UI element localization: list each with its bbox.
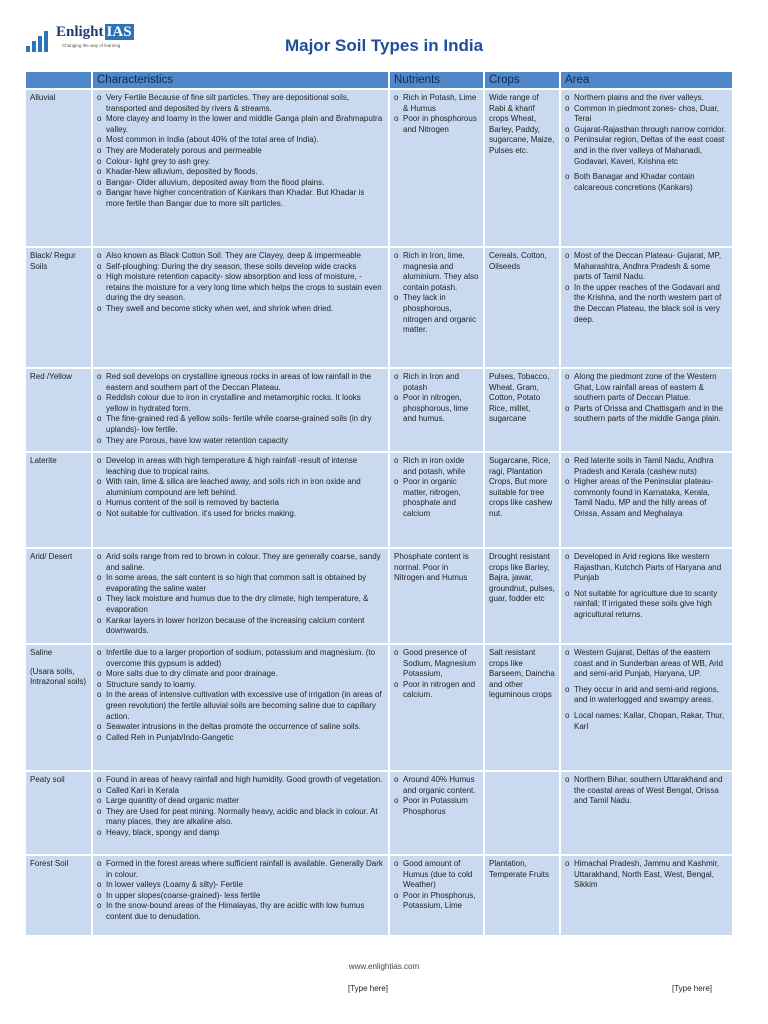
nutrients-cell bbox=[389, 89, 484, 247]
bullet-item: o Poor in nitrogen and calcium. bbox=[394, 680, 479, 701]
bullet-list bbox=[394, 648, 479, 701]
bullet-list bbox=[97, 93, 384, 210]
nutrients-cell bbox=[389, 548, 484, 644]
bullet-item: o Arid soils range from red to brown in colour. They are generally coarse, sandy and saline. bbox=[97, 552, 384, 573]
bullet-item: o More salts due to dry climate and poor drainage. bbox=[97, 669, 384, 680]
area-cell bbox=[560, 548, 732, 644]
table-header-row bbox=[26, 72, 732, 89]
area-cell bbox=[560, 368, 732, 452]
bullet-item: o Poor in Phosphorus, Potassium, Lime bbox=[394, 891, 479, 912]
bullet-item: o Called Reh in Punjab/Indo-Gangetic bbox=[97, 733, 384, 744]
bullet-item: o Formed in the forest areas where sufficient rainfall is available. Generally Dark in colour. bbox=[97, 859, 384, 880]
bullet-item: o Parts of Orissa and Chattisgarh and in the southern parts of the middle Ganga plain. bbox=[565, 404, 728, 425]
bullet-item: o Gujarat-Rajasthan through narrow corridor. bbox=[565, 125, 728, 136]
bullet-item: o Called Kari in Kerala bbox=[97, 786, 384, 797]
area-cell bbox=[560, 452, 732, 548]
bullet-list bbox=[97, 859, 384, 923]
soil-type-name: Peaty soil bbox=[30, 775, 65, 784]
column-header bbox=[26, 72, 92, 89]
table-row bbox=[26, 855, 732, 935]
area-cell bbox=[560, 89, 732, 247]
crops-cell: Pulses, Tobacco, Wheat, Gram, Cotton, Potato Rice, millet, sugarcane bbox=[484, 368, 560, 452]
characteristics-cell bbox=[92, 771, 389, 855]
bullet-item: o They are Moderately porous and permeable bbox=[97, 146, 384, 157]
column-header: Characteristics bbox=[92, 72, 389, 89]
nutrients-text: Phosphate content is normal. Poor in Nitrogen and Humus bbox=[394, 552, 469, 583]
bullet-item: o Reddish colour due to iron in crystalline and metamorphic rocks. It looks yellow in hydrated form. bbox=[97, 393, 384, 414]
bullet-item: o They swell and become sticky when wet, and shrink when dried. bbox=[97, 304, 384, 315]
bullet-item: o Red laterite soils in Tamil Nadu, Andhra Pradesh and Kerala (cashew nuts) bbox=[565, 456, 728, 477]
nutrients-cell bbox=[389, 771, 484, 855]
footer-placeholder-right: [Type here] bbox=[672, 984, 713, 993]
soil-type-name: Alluvial bbox=[30, 93, 56, 102]
soil-type-name: Red /Yellow bbox=[30, 372, 72, 381]
bullet-list bbox=[394, 456, 479, 520]
bullet-list bbox=[394, 859, 479, 912]
bullet-item: o In the areas of intensive cultivation with excessive use of irrigation (in areas of green revolution) the fertile alluvial soils are becoming saline due to capillary action. bbox=[97, 690, 384, 722]
logo-tagline: Changing the way of learning bbox=[62, 43, 121, 48]
bullet-item: o Both Banagar and Khadar contain calcareous concretions (Kankars) bbox=[565, 172, 728, 193]
bullet-item: o Infertile due to a larger proportion of sodium, potassium and magnesium. (to overcome this gypsum is added) bbox=[97, 648, 384, 669]
bullet-item: o Not suitable for cultivation. it's used for bricks making. bbox=[97, 509, 384, 520]
bullet-list bbox=[565, 372, 728, 425]
bullet-item: o In the upper reaches of the Godavari and the Krishna, and the north western part of the Deccan Plateau, the black soil is very deep. bbox=[565, 283, 728, 325]
bullet-list bbox=[97, 456, 384, 520]
footer-placeholder-left: [Type here] bbox=[348, 984, 389, 993]
soil-type-name: Laterite bbox=[30, 456, 57, 465]
bullet-item: o Poor in Potassium Phosphorus bbox=[394, 796, 479, 817]
bullet-item: o In upper slopes(coarse-grained)- less fertile bbox=[97, 891, 384, 902]
bullet-item: o Poor in phosphorous and Nitrogen bbox=[394, 114, 479, 135]
characteristics-cell bbox=[92, 368, 389, 452]
nutrients-cell bbox=[389, 452, 484, 548]
characteristics-cell bbox=[92, 452, 389, 548]
table-row bbox=[26, 452, 732, 548]
bullet-item: o Humus content of the soil is removed by bacteria bbox=[97, 498, 384, 509]
soil-type-cell bbox=[26, 247, 92, 368]
soil-type-cell bbox=[26, 368, 92, 452]
soil-type-name: Black/ Regur Soils bbox=[30, 251, 76, 271]
bullet-list bbox=[565, 93, 728, 193]
area-cell bbox=[560, 771, 732, 855]
table-row bbox=[26, 644, 732, 771]
soil-type-cell bbox=[26, 89, 92, 247]
bullet-list bbox=[565, 251, 728, 325]
bullet-item: o Rich in Iron, lime, magnesia and aluminium. They also contain potash. bbox=[394, 251, 479, 293]
bullet-list bbox=[565, 775, 728, 807]
soil-type-name: Arid/ Desert bbox=[30, 552, 73, 561]
bullet-item: o Colour- light grey to ash grey. bbox=[97, 157, 384, 168]
bullet-item: o High moisture retention capacity- slow absorption and loss of moisture, - retains the moisture for a very long time which helps the crops to sustain even during the dry season. bbox=[97, 272, 384, 304]
soil-type-name: Forest Soil bbox=[30, 859, 69, 868]
footer-url: www.enlightias.com bbox=[348, 962, 420, 971]
crops-cell: Salt resistant crops like Barseem, Daincha and other leguminous crops bbox=[484, 644, 560, 771]
bullet-item: o Red soil develops on crystalline igneous rocks in areas of low rainfall in the eastern and southern part of the Deccan Plateau. bbox=[97, 372, 384, 393]
bullet-item: o Local names: Kallar, Chopan, Rakar, Thur, Karl bbox=[565, 711, 728, 732]
bullet-item: o Northern plains and the river valleys. bbox=[565, 93, 728, 104]
bullet-list bbox=[394, 775, 479, 817]
crops-cell: Drought resistant crops like Barley, Bajra, jawar, groundnut, pulses, guar, fodder etc bbox=[484, 548, 560, 644]
column-header: Area bbox=[560, 72, 732, 89]
soil-type-cell bbox=[26, 855, 92, 935]
crops-cell: Sugarcane, Rice, ragi, Plantation Crops, But more suitable for tree crops like cashew nut. bbox=[484, 452, 560, 548]
column-header: Crops bbox=[484, 72, 560, 89]
bullet-item: o They are Used for peat mining. Normally heavy, acidic and black in colour. At many places, they are alkaline also. bbox=[97, 807, 384, 828]
bullet-list bbox=[97, 552, 384, 637]
bullet-item: o Rich in iron oxide and potash, while bbox=[394, 456, 479, 477]
bullet-item: o Bangar- Older alluvium, deposited away from the flood plains. bbox=[97, 178, 384, 189]
nutrients-cell bbox=[389, 855, 484, 935]
characteristics-cell bbox=[92, 644, 389, 771]
crops-cell bbox=[484, 771, 560, 855]
bullet-item: o Not suitable for agriculture due to scanty rainfall; If irrigated these soils give high agricultural returns. bbox=[565, 589, 728, 621]
bullet-item: o Seawater intrusions in the deltas promote the occurrence of saline soils. bbox=[97, 722, 384, 733]
bullet-item: o With rain, lime & silica are leached away, and soils rich in iron oxide and aluminium compound are left behind. bbox=[97, 477, 384, 498]
soil-type-cell bbox=[26, 644, 92, 771]
bullet-item: o Structure sandy to loamy. bbox=[97, 680, 384, 691]
bullet-item: o Also known as Black Cotton Soil. They are Clayey, deep & impermeable bbox=[97, 251, 384, 262]
bullet-item: o Good amount of Humus (due to cold Weather) bbox=[394, 859, 479, 891]
characteristics-cell bbox=[92, 247, 389, 368]
bullet-item: o Bangar have higher concentration of Kankars than Khadar. But Khadar is more fertile than Bangar due to more silt particles. bbox=[97, 188, 384, 209]
bullet-item: o In some areas, the salt content is so high that common salt is obtained by evaporating the saline water bbox=[97, 573, 384, 594]
bullet-item: o Peninsular region, Deltas of the east coast and in the river valleys of Mahanadi, Godavari, Kaveri, Krishna etc bbox=[565, 135, 728, 167]
bullet-item: o Self-ploughing: During the dry season, these soils develop wide cracks bbox=[97, 262, 384, 273]
bullet-item: o In lower valleys (Loamy & silty)- Fertile bbox=[97, 880, 384, 891]
bullet-item: o In the snow-bound areas of the Himalayas, thy are acidic with low humus content due to denudation. bbox=[97, 901, 384, 922]
logo-text: Enlight IAS bbox=[56, 24, 132, 40]
crops-cell: Cereals, Cotton, Oilseeds bbox=[484, 247, 560, 368]
bullet-item: o More clayey and loamy in the lower and middle Ganga plain and Brahmaputra valley. bbox=[97, 114, 384, 135]
bullet-item: o Rich in Iron and potash bbox=[394, 372, 479, 393]
bullet-item: o They lack in phosphorous, nitrogen and organic matter. bbox=[394, 293, 479, 335]
bullet-list bbox=[97, 648, 384, 743]
bullet-item: o Develop in areas with high temperature & high rainfall -result of intense leaching due to tropical rains. bbox=[97, 456, 384, 477]
crops-cell: Plantation, Temperate Fruits bbox=[484, 855, 560, 935]
column-header: Nutrients bbox=[389, 72, 484, 89]
bullet-item: o Around 40% Humus and organic content. bbox=[394, 775, 479, 796]
bullet-item: o The fine-grained red & yellow soils- fertile while coarse-grained soils (in dry uplands)- low fertile. bbox=[97, 414, 384, 435]
soil-types-table bbox=[26, 72, 732, 935]
bullet-item: o Kankar layers in lower horizon because of the increasing calcium content downwards. bbox=[97, 616, 384, 637]
bullet-list bbox=[97, 251, 384, 315]
soil-type-cell bbox=[26, 548, 92, 644]
page-title: Major Soil Types in India bbox=[284, 36, 484, 55]
bullet-list bbox=[565, 859, 728, 891]
bullet-item: o Most of the Deccan Plateau- Gujarat, MP, Maharashtra, Andhra Pradesh & some parts of Tamil Nadu. bbox=[565, 251, 728, 283]
bullet-list bbox=[394, 93, 479, 135]
bullet-item: o Poor in nitrogen, phosphorous, lime and humus. bbox=[394, 393, 479, 425]
soil-type-subtitle: (Usara soils, Intrazonal soils) bbox=[30, 666, 87, 687]
bullet-list bbox=[565, 648, 728, 732]
bullet-item: o Rich in Potash, Lime & Humus bbox=[394, 93, 479, 114]
table-row bbox=[26, 771, 732, 855]
characteristics-cell bbox=[92, 548, 389, 644]
bullet-item: o Higher areas of the Peninsular plateau-commonly found in Karnataka, Kerala, Tamil Nadu, MP and the hilly areas of Orissa, Assam and Meghalaya bbox=[565, 477, 728, 519]
bullet-item: o Developed in Arid regions like western Rajasthan, Kutchch Parts of Haryana and Punjab bbox=[565, 552, 728, 584]
table-row bbox=[26, 89, 732, 247]
bullet-item: o Northern Bihar, southern Uttarakhand and the coastal areas of West Bengal, Orissa and Tamil Nadu. bbox=[565, 775, 728, 807]
bullet-item: o Most common in India (about 40% of the total area of India). bbox=[97, 135, 384, 146]
bullet-list bbox=[394, 251, 479, 336]
nutrients-cell bbox=[389, 644, 484, 771]
nutrients-cell bbox=[389, 247, 484, 368]
bullet-item: o Khadar-New alluvium, deposited by floods. bbox=[97, 167, 384, 178]
area-cell bbox=[560, 644, 732, 771]
area-cell bbox=[560, 247, 732, 368]
bullet-list bbox=[565, 456, 728, 520]
bullet-list bbox=[97, 775, 384, 839]
bullet-list bbox=[97, 372, 384, 446]
table-row bbox=[26, 548, 732, 644]
bullet-item: o Himachal Pradesh, Jammu and Kashmir, Uttarakhand, North East, West, Bengal, Sikkim bbox=[565, 859, 728, 891]
soil-type-cell bbox=[26, 771, 92, 855]
bullet-list bbox=[394, 372, 479, 425]
bullet-item: o They lack moisture and humus due to the dry climate, high temperature, & evaporation bbox=[97, 594, 384, 615]
bullet-item: o Along the piedmont zone of the Western Ghat, Low rainfall areas of eastern & southern parts of Deccan Platue. bbox=[565, 372, 728, 404]
bullet-item: o Poor in organic matter, nitrogen, phosphate and calcium bbox=[394, 477, 479, 519]
soil-type-cell bbox=[26, 452, 92, 548]
nutrients-cell bbox=[389, 368, 484, 452]
soil-type-name: Saline bbox=[30, 648, 53, 657]
bullet-item: o Western Gujarat, Deltas of the eastern coast and in Sunderban areas of WB, Arid and semi-arid Punjab, Haryana, UP. bbox=[565, 648, 728, 680]
bullet-item: o Heavy, black, spongy and damp bbox=[97, 828, 384, 839]
characteristics-cell bbox=[92, 89, 389, 247]
bullet-item: o Found in areas of heavy rainfall and high humidity. Good growth of vegetation. bbox=[97, 775, 384, 786]
bullet-item: o Good presence of Sodium, Magnesium Potassium, bbox=[394, 648, 479, 680]
characteristics-cell bbox=[92, 855, 389, 935]
area-cell bbox=[560, 855, 732, 935]
bullet-item: o They are Porous, have low water retention capacity bbox=[97, 436, 384, 447]
bullet-item: o Large quantity of dead organic matter bbox=[97, 796, 384, 807]
bullet-item: o They occur in arid and semi-arid regions, and in waterlogged and swampy areas. bbox=[565, 685, 728, 706]
bullet-item: o Very Fertile Because of fine silt particles. They are depositional soils, transported and deposited by rivers & streams. bbox=[97, 93, 384, 114]
bullet-list bbox=[565, 552, 728, 621]
bullet-item: o Common in piedmont zones- chos, Duar, Terai bbox=[565, 104, 728, 125]
table-row bbox=[26, 368, 732, 452]
table-row bbox=[26, 247, 732, 368]
crops-cell: Wide range of Rabi & kharif crops Wheat, Barley, Paddy, sugarcane, Maize, Pulses etc. bbox=[484, 89, 560, 247]
